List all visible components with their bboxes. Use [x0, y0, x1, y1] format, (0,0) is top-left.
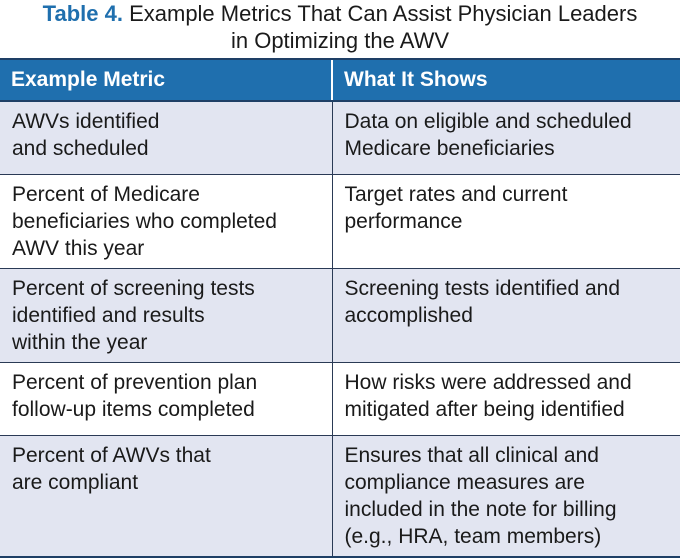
shows-text: How risks were addressed and mitigated after being identified: [344, 371, 632, 421]
metric-text: Percent of screening tests identified and results within the year: [12, 277, 255, 354]
shows-cell: [332, 175, 680, 269]
metrics-table: [0, 58, 680, 558]
table-title-line-2: in Optimizing the AWV: [230, 28, 450, 53]
metric-text: AWVs identified and scheduled: [12, 110, 160, 160]
shows-text: Data on eligible and scheduled Medicare beneficiaries: [344, 110, 632, 160]
shows-cell: [332, 101, 680, 175]
metric-cell: [0, 175, 332, 269]
table-row: [0, 101, 680, 175]
table-row: [0, 175, 680, 269]
table-row: [0, 269, 680, 363]
shows-text: Screening tests identified and accomplished: [344, 277, 621, 327]
metric-cell: [0, 101, 332, 175]
table-row: [0, 363, 680, 436]
column-header-what-it-shows: What It Shows: [332, 59, 680, 101]
metric-text: Percent of AWVs that are compliant: [12, 444, 211, 494]
table-title-line-1: Example Metrics That Can Assist Physician Leaders: [129, 1, 638, 26]
shows-cell: [332, 436, 680, 558]
metric-cell: [0, 363, 332, 436]
metric-text: Percent of Medicare beneficiaries who completed AWV this year: [12, 183, 277, 260]
table-header-row: [0, 59, 680, 101]
table-number-label: Table 4.: [42, 1, 123, 26]
metric-cell: [0, 436, 332, 558]
table-caption: [0, 0, 680, 58]
shows-cell: [332, 269, 680, 363]
table-row: [0, 436, 680, 558]
shows-text: Target rates and current performance: [344, 183, 568, 233]
shows-cell: [332, 363, 680, 436]
metric-cell: [0, 269, 332, 363]
column-header-example-metric: Example Metric: [0, 59, 332, 101]
shows-text: Ensures that all clinical and compliance measures are included in the note for billing (e.g., HRA, team members): [344, 444, 617, 548]
metric-text: Percent of prevention plan follow-up items completed: [12, 371, 258, 421]
